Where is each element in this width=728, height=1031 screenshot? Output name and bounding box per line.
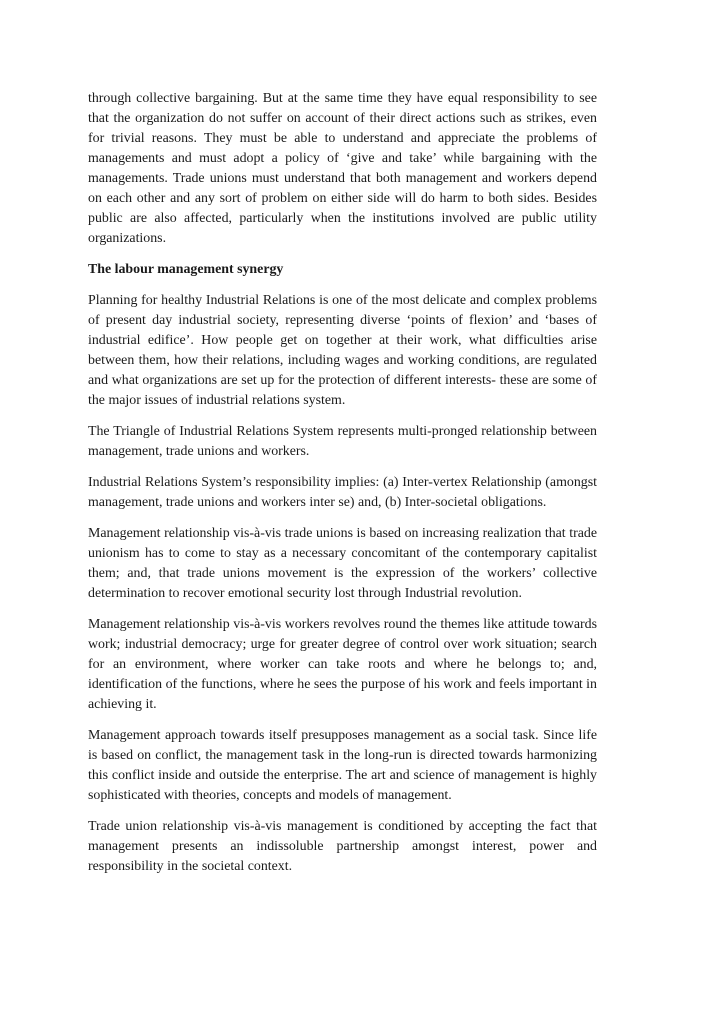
paragraph-collective-bargaining: through collective bargaining. But at the same time they have equal responsibility to see that the organization do not suffer on account of their direct actions such as strikes, even for trivial reasons. They must be able to understand and appreciate the problems of managements and must adopt a policy of ‘give and take’ while bargaining with the managements. Trade unions must understand that both management and workers depend on each other and any sort of problem on either side will do harm to both sides. Besides public are also affected, particularly when the institutions involved are public utility organizations.	[88, 91, 597, 246]
paragraph-management-approach: Management approach towards itself presupposes management as a social task. Since life is based on conflict, the management task in the long-run is directed towards harmonizing this conflict inside and outside the enterprise. The art and science of management is highly sophisticated with theories, concepts and models of management.	[88, 728, 597, 803]
document-page	[88, 89, 597, 888]
paragraph-triangle-of-ir-system: The Triangle of Industrial Relations System represents multi-pronged relationship between management, trade unions and workers.	[88, 424, 597, 459]
paragraph-ir-system-responsibility: Industrial Relations System’s responsibility implies: (a) Inter-vertex Relationship (amongst management, trade unions and workers inter se) and, (b) Inter-societal obligations.	[88, 475, 597, 510]
paragraph-planning-industrial-relations: Planning for healthy Industrial Relations is one of the most delicate and complex problems of present day industrial society, representing diverse ‘points of flexion’ and ‘bases of industrial edifice’. How people get on together at their work, what difficulties arise between them, how their relations, including wages and working conditions, are regulated and what organizations are set up for the protection of different interests- these are some of the major issues of industrial relations system.	[88, 293, 597, 408]
paragraph-trade-union-vs-management: Trade union relationship vis-à-vis management is conditioned by accepting the fact that management presents an indissoluble partnership amongst interest, power and responsibility in the societal context.	[88, 819, 597, 874]
paragraph-management-vs-trade-unions: Management relationship vis-à-vis trade unions is based on increasing realization that trade unionism has to come to stay as a necessary concomitant of the contemporary capitalist them; and, that trade unions movement is the expression of the workers’ collective determination to recover emotional security lost through Industrial revolution.	[88, 526, 597, 601]
section-heading-labour-management-synergy: The labour management synergy	[88, 262, 284, 277]
paragraph-management-vs-workers: Management relationship vis-à-vis workers revolves round the themes like attitude towards work; industrial democracy; urge for greater degree of control over work situation; search for an environment, where worker can take roots and where he belongs to; and, identification of the functions, where he sees the purpose of his work and feels important in achieving it.	[88, 617, 597, 712]
